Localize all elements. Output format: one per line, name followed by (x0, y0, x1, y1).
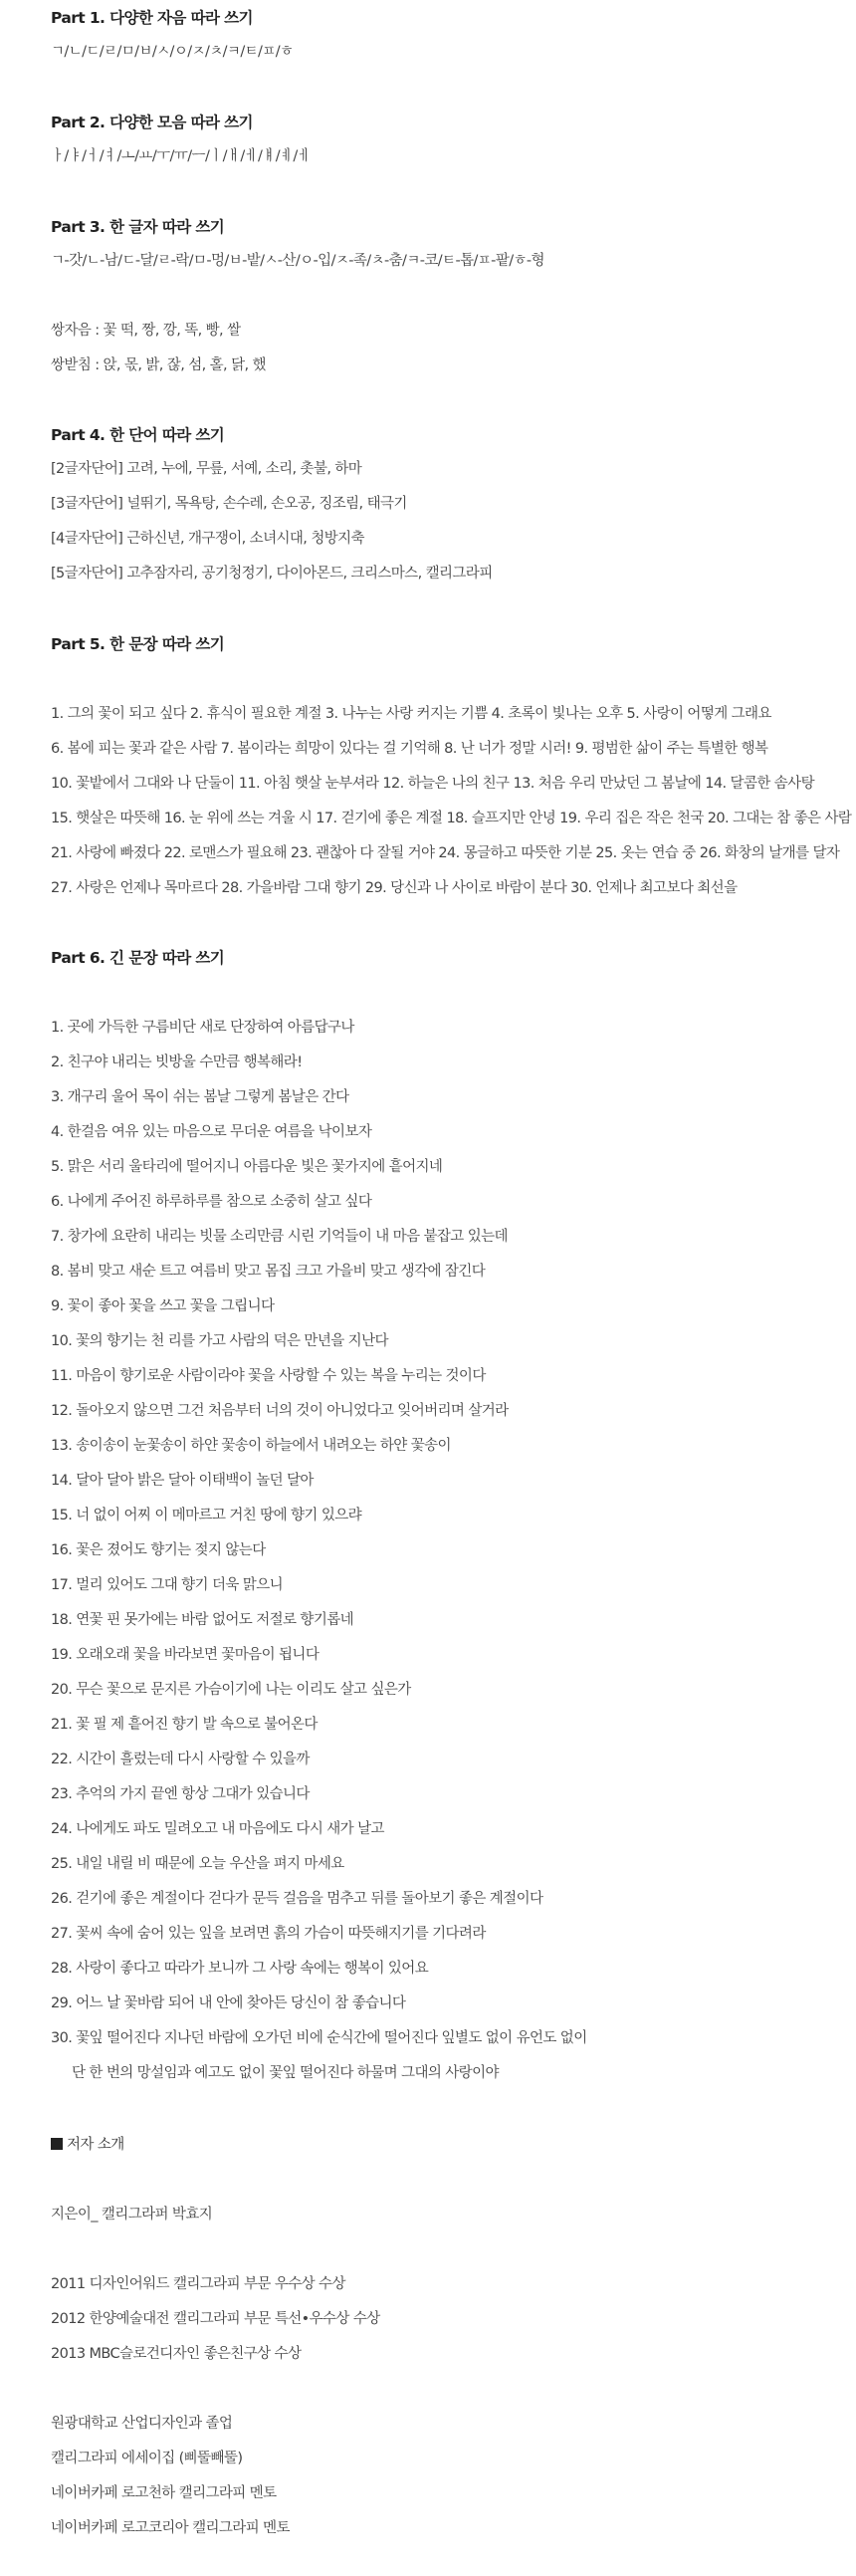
part5-heading: Part 5. 한 문장 따라 쓰기 (51, 635, 225, 653)
part6-line: 14. 달아 달아 밝은 달아 이태백이 놀던 달아 (51, 1473, 314, 1489)
part3-double-finals: 쌍받침 : 앉, 몫, 밝, 잖, 섬, 홀, 닭, 했 (51, 357, 266, 373)
part6-heading: Part 6. 긴 문장 따라 쓰기 (51, 949, 225, 967)
part6-line: 25. 내일 내릴 비 때문에 오늘 우산을 펴지 마세요 (51, 1856, 344, 1872)
part5-line: 27. 사랑은 언제나 목마르다 28. 가을바람 그대 향기 29. 당신과 나 사이로 바람이 분다 30. 언제나 최고보다 최선을 (51, 880, 738, 896)
part5-line: 6. 봄에 피는 꽃과 같은 사람 7. 봄이라는 희망이 있다는 걸 기억해 8. 난 너가 정말 시러! 9. 평범한 삶이 주는 특별한 행복 (51, 741, 768, 757)
part5-line: 15. 햇살은 따뜻해 16. 눈 위에 쓰는 겨울 시 17. 걷기에 좋은 계절 18. 슬프지만 안녕 19. 우리 집은 작은 천국 20. 그대는 참 좋은 사람 (51, 811, 852, 826)
part4-heading: Part 4. 한 단어 따라 쓰기 (51, 426, 225, 444)
author-bio-item: 원광대학교 산업디자인과 졸업 (51, 2416, 233, 2432)
part6-line: 16. 꽃은 졌어도 향기는 젖지 않는다 (51, 1542, 266, 1558)
part5-line: 1. 그의 꽃이 되고 싶다 2. 휴식이 필요한 계절 3. 나누는 사랑 커지는 기쁨 4. 초록이 빛나는 오후 5. 사랑이 어떻게 그래요 (51, 706, 771, 722)
part4-line: [2글자단어] 고려, 누에, 무릎, 서예, 소리, 촛불, 하마 (51, 461, 362, 477)
author-award: 2013 MBC슬로건디자인 좋은친구상 수상 (51, 2346, 302, 2362)
part6-line: 27. 꽃씨 속에 숨어 있는 잎을 보려면 흙의 가슴이 따뜻해지기를 기다려라 (51, 1926, 486, 1942)
author-award: 2011 디자인어워드 캘리그라피 부문 우수상 수상 (51, 2276, 345, 2292)
part4-line: [4글자단어] 근하신년, 개구쟁이, 소녀시대, 청방지축 (51, 531, 364, 547)
author-bio-item: 캘리그라피 에세이집 (삐뚤빼뚤) (51, 2451, 243, 2466)
part6-line: 10. 꽃의 향기는 천 리를 가고 사람의 덕은 만년을 지난다 (51, 1333, 388, 1349)
author-bio-item: 네이버카페 로고코리아 캘리그라피 멘토 (51, 2520, 290, 2536)
part6-line: 26. 걷기에 좋은 계절이다 걷다가 문득 걸음을 멈추고 뒤를 돌아보기 좋은 계절이다 (51, 1891, 543, 1907)
part3-double-consonants: 쌍자음 : 꽃 떡, 짱, 깡, 똑, 빵, 쌀 (51, 323, 241, 339)
part6-line-continuation: 단 한 번의 망설임과 예고도 없이 꽃잎 떨어진다 하물며 그대의 사랑이야 (72, 2065, 499, 2081)
part6-line: 19. 오래오래 꽃을 바라보면 꽃마음이 됩니다 (51, 1647, 320, 1663)
part6-line: 12. 돌아오지 않으면 그건 처음부터 너의 것이 아니었다고 잊어버리며 살거라 (51, 1403, 509, 1419)
part6-line: 2. 친구야 내리는 빗방울 수만큼 행복해라! (51, 1054, 303, 1070)
part6-line: 30. 꽃잎 떨어진다 지나던 바람에 오가던 비에 순식간에 떨어진다 잎별도 없이 유언도 없이 (51, 2030, 587, 2046)
part1-consonants: ㄱ/ㄴ/ㄷ/ㄹ/ㅁ/ㅂ/ㅅ/ㅇ/ㅈ/ㅊ/ㅋ/ㅌ/ㅍ/ㅎ (51, 44, 294, 60)
part6-line: 11. 마음이 향기로운 사람이라야 꽃을 사랑할 수 있는 복을 누리는 것이다 (51, 1368, 486, 1384)
part4-line: [5글자단어] 고추잠자리, 공기청정기, 다이아몬드, 크리스마스, 캘리그라피 (51, 566, 493, 582)
author-heading-label: 저자 소개 (67, 2137, 124, 2153)
part6-line: 8. 봄비 맞고 새순 트고 여름비 맞고 몸집 크고 가을비 맞고 생각에 잠긴다 (51, 1264, 486, 1280)
author-award: 2012 한양예술대전 캘리그라피 부문 특선•우수상 수상 (51, 2311, 380, 2327)
author-heading (51, 2135, 124, 2155)
part6-line: 7. 창가에 요란히 내리는 빗물 소리만큼 시린 기억들이 내 마음 붙잡고 있는데 (51, 1229, 508, 1245)
part6-line: 9. 꽃이 좋아 꽃을 쓰고 꽃을 그립니다 (51, 1298, 275, 1314)
part6-line: 23. 추억의 가지 끝엔 항상 그대가 있습니다 (51, 1786, 310, 1802)
part6-line: 18. 연꽃 핀 못가에는 바람 없어도 저절로 향기롭네 (51, 1612, 354, 1628)
part2-vowels: ㅏ/ㅑ/ㅓ/ㅕ/ㅗ/ㅛ/ㅜ/ㅠ/ㅡ/ㅣ/ㅐ/ㅔ/ㅒ/ㅖ/ㅔ (51, 148, 312, 164)
part6-line: 21. 꽃 필 제 흩어진 향기 발 속으로 불어온다 (51, 1717, 318, 1733)
part6-line: 17. 멀리 있어도 그대 향기 더욱 맑으니 (51, 1577, 284, 1593)
part6-line: 1. 곳에 가득한 구름비단 새로 단장하여 아름답구나 (51, 1020, 354, 1036)
part6-line: 22. 시간이 흘렀는데 다시 사랑할 수 있을까 (51, 1752, 310, 1767)
part2-heading: Part 2. 다양한 모음 따라 쓰기 (51, 114, 253, 131)
part3-letters: ㄱ-갓/ㄴ-남/ㄷ-달/ㄹ-락/ㅁ-멍/ㅂ-밭/ㅅ-산/ㅇ-입/ㅈ-족/ㅊ-춤/ㅋ-코/ㅌ-톱/ㅍ-팥/ㅎ-형 (51, 253, 544, 269)
part6-line: 5. 맑은 서리 울타리에 떨어지니 아름다운 빛은 꽃가지에 흩어지네 (51, 1159, 443, 1175)
part6-line: 28. 사랑이 좋다고 따라가 보니까 그 사랑 속에는 행복이 있어요 (51, 1961, 429, 1977)
part3-heading: Part 3. 한 글자 따라 쓰기 (51, 218, 225, 236)
author-name: 지은이_ 캘리그라퍼 박효지 (51, 2207, 213, 2223)
part6-line: 13. 송이송이 눈꽃송이 하얀 꽃송이 하늘에서 내려오는 하얀 꽃송이 (51, 1438, 451, 1454)
part6-line: 29. 어느 날 꽃바람 되어 내 안에 찾아든 당신이 참 좋습니다 (51, 1995, 406, 2011)
part5-line: 21. 사랑에 빠졌다 22. 로맨스가 필요해 23. 괜찮아 다 잘될 거야 24. 몽글하고 따뜻한 기분 25. 옷는 연습 중 26. 화창의 날개를 달자 (51, 845, 840, 861)
part6-line: 15. 너 없이 어찌 이 메마르고 거친 땅에 향기 있으랴 (51, 1508, 362, 1523)
part6-line: 20. 무슨 꽃으로 문지른 가슴이기에 나는 이리도 살고 싶은가 (51, 1682, 411, 1698)
author-bio-item: 네이버카페 로고천하 캘리그라피 멘토 (51, 2485, 277, 2501)
square-bullet-icon (51, 2138, 63, 2150)
part6-line: 24. 나에게도 파도 밀려오고 내 마음에도 다시 새가 날고 (51, 1821, 384, 1837)
part6-line: 3. 개구리 울어 목이 쉬는 봄날 그렇게 봄날은 간다 (51, 1089, 349, 1105)
part6-line: 4. 한걸음 여유 있는 마음으로 무더운 여름을 낙이보자 (51, 1124, 372, 1140)
part6-line: 6. 나에게 주어진 하루하루를 참으로 소중히 살고 싶다 (51, 1194, 372, 1210)
part4-line: [3글자단어] 널뛰기, 목욕탕, 손수레, 손오공, 징조림, 태극기 (51, 496, 407, 512)
part1-heading: Part 1. 다양한 자음 따라 쓰기 (51, 9, 253, 27)
part5-line: 10. 꽃밭에서 그대와 나 단둘이 11. 아침 햇살 눈부셔라 12. 하늘은 나의 친구 13. 처음 우리 만났던 그 봄날에 14. 달콤한 솜사탕 (51, 776, 814, 792)
